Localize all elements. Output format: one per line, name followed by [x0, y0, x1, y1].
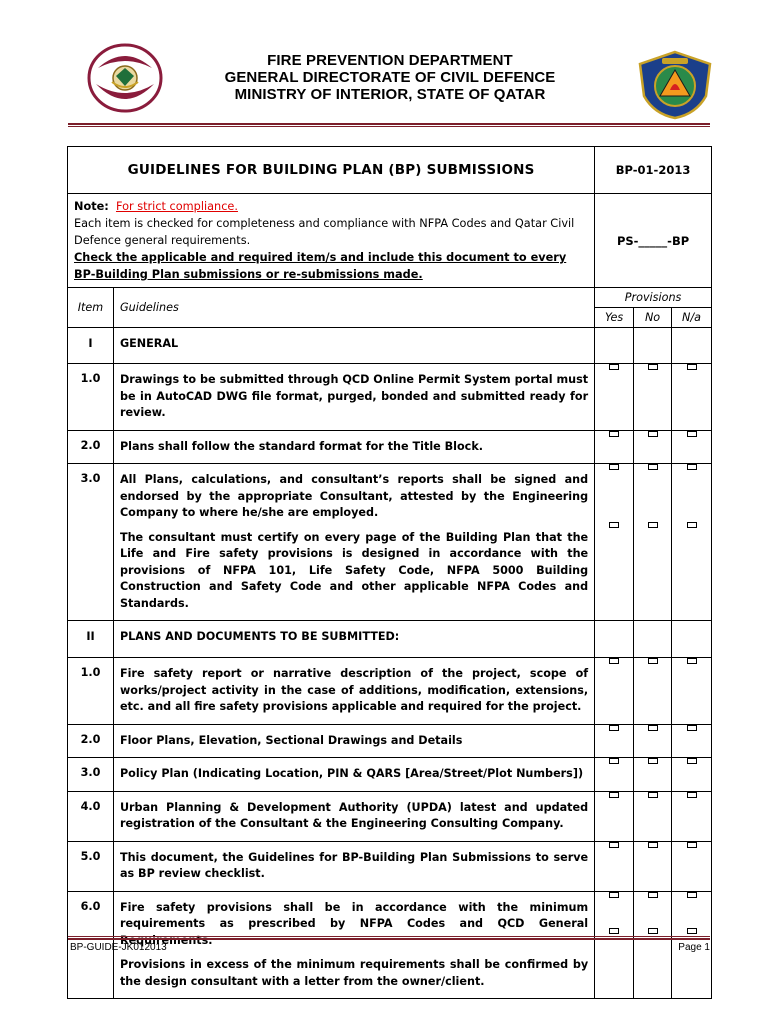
provision-no-cell [634, 791, 672, 841]
guideline-text [113, 430, 594, 464]
guideline-row [68, 464, 712, 621]
column-na-header: N/a [672, 308, 712, 328]
item-number: 1.0 [68, 658, 114, 725]
provision-na-cell [672, 364, 712, 431]
provision-yes-cell [595, 758, 634, 792]
guideline-paragraph: Plans shall follow the standard format for the Title Block. [119, 439, 484, 453]
provision-na-checkbox[interactable] [687, 658, 697, 664]
guideline-paragraph: Provisions in excess of the minimum requirements shall be confirmed by the design consultant with a letter from the owner/client. [119, 958, 589, 988]
ps-number-field[interactable]: PS-_____-BP [595, 194, 712, 288]
provision-yes-checkbox[interactable] [609, 758, 619, 764]
guideline-text [113, 364, 594, 431]
guideline-text [113, 464, 594, 621]
provision-yes-checkbox[interactable] [609, 792, 619, 798]
compliance-note: For strict compliance. [115, 200, 238, 213]
guideline-text [113, 658, 594, 725]
guideline-row [68, 724, 712, 758]
provision-na-checkbox[interactable] [687, 758, 697, 764]
section-row [68, 328, 712, 364]
provision-yes-checkbox[interactable] [609, 464, 619, 470]
section-provision-cell [634, 621, 672, 658]
section-row [68, 621, 712, 658]
note-text: Each item is checked for completeness and compliance with NFPA Codes and Qatar Civil Defence general requirements. [74, 217, 575, 247]
provision-yes-checkbox[interactable] [609, 658, 619, 664]
guideline-paragraph: Urban Planning & Development Authority (UPDA) latest and updated registration of the Consultant & the Engineering Consulting Company. [119, 800, 589, 830]
section-title: PLANS AND DOCUMENTS TO BE SUBMITTED: [113, 621, 594, 658]
guideline-text [113, 724, 594, 758]
column-yes-header: Yes [595, 308, 634, 328]
page-header [0, 0, 768, 120]
provision-no-cell [634, 658, 672, 725]
guideline-paragraph: Floor Plans, Elevation, Sectional Drawings and Details [119, 733, 463, 747]
provision-yes-checkbox[interactable] [609, 522, 619, 528]
provision-yes-cell [595, 841, 634, 891]
provision-no-checkbox[interactable] [648, 522, 658, 528]
section-provision-cell [672, 621, 712, 658]
guideline-paragraph: Fire safety provisions shall be in accordance with the minimum requirements as prescribed by NFPA Codes and QCD General Requirements. [119, 900, 589, 947]
item-number: 4.0 [68, 791, 114, 841]
item-number: 5.0 [68, 841, 114, 891]
provision-no-checkbox[interactable] [648, 658, 658, 664]
title-row [68, 147, 712, 194]
guideline-row [68, 758, 712, 792]
provision-yes-checkbox[interactable] [609, 892, 619, 898]
heading-line-3: MINISTRY OF INTERIOR, STATE OF QATAR [234, 86, 546, 103]
guideline-row [68, 791, 712, 841]
item-number: 6.0 [68, 891, 114, 999]
guideline-row [68, 364, 712, 431]
provision-no-cell [634, 464, 672, 621]
guideline-paragraph: Fire safety report or narrative description of the project, scope of works/project activity in the case of additions, modification, extensions, etc. and all fire safety provisions applicable and required for the project. [119, 667, 589, 713]
provision-na-cell [672, 758, 712, 792]
column-header-row [68, 288, 712, 308]
department-heading [180, 52, 600, 103]
sections-body [68, 328, 712, 999]
heading-line-2: GENERAL DIRECTORATE OF CIVIL DEFENCE [224, 69, 556, 86]
provision-yes-cell [595, 464, 634, 621]
provision-na-cell [672, 430, 712, 464]
provision-no-checkbox[interactable] [648, 892, 658, 898]
item-number: 2.0 [68, 430, 114, 464]
note-row [68, 194, 712, 288]
guideline-text [113, 791, 594, 841]
provision-yes-checkbox[interactable] [609, 364, 619, 370]
note-block [68, 194, 595, 288]
provision-na-checkbox[interactable] [687, 928, 697, 934]
section-number: I [68, 328, 114, 364]
page-number: Page 1 [678, 942, 710, 953]
provision-no-checkbox[interactable] [648, 464, 658, 470]
provision-na-cell [672, 841, 712, 891]
item-number: 3.0 [68, 464, 114, 621]
provision-yes-cell [595, 791, 634, 841]
column-provisions-header: Provisions [595, 288, 712, 308]
provision-no-checkbox[interactable] [648, 792, 658, 798]
provision-na-checkbox[interactable] [687, 892, 697, 898]
provision-na-checkbox[interactable] [687, 725, 697, 731]
guideline-paragraph: This document, the Guidelines for BP-Building Plan Submissions to serve as BP review checklist. [119, 850, 589, 880]
item-number: 1.0 [68, 364, 114, 431]
guideline-paragraph: Policy Plan (Indicating Location, PIN & QARS [Area/Street/Plot Numbers]) [119, 767, 584, 780]
guideline-text [113, 891, 594, 999]
section-provision-cell [595, 621, 634, 658]
heading-line-1: FIRE PREVENTION DEPARTMENT [267, 52, 513, 69]
note-label: Note: [74, 200, 109, 213]
provision-na-cell [672, 724, 712, 758]
provision-na-checkbox[interactable] [687, 364, 697, 370]
document-id: BP-GUIDE-JK012013 [70, 942, 167, 953]
provision-no-checkbox[interactable] [648, 725, 658, 731]
column-no-header: No [634, 308, 672, 328]
provision-no-checkbox[interactable] [648, 431, 658, 437]
provision-no-checkbox[interactable] [648, 842, 658, 848]
provision-no-cell [634, 430, 672, 464]
section-number: II [68, 621, 114, 658]
note-instruction: Check the applicable and required item/s and include this document to every BP-Building Plan submissions or re-submissions made. [74, 251, 567, 281]
provision-no-cell [634, 724, 672, 758]
provision-na-checkbox[interactable] [687, 464, 697, 470]
provision-no-checkbox[interactable] [648, 758, 658, 764]
section-provision-cell [634, 328, 672, 364]
qatar-emblem-logo [86, 42, 164, 114]
guideline-paragraph: All Plans, calculations, and consultant’s reports shall be signed and endorsed by the appropriate Consultant, attested by the Engineering Company to where he/she are employed. [119, 473, 589, 519]
guidelines-table [67, 146, 712, 999]
provision-yes-checkbox[interactable] [609, 431, 619, 437]
provision-na-cell [672, 658, 712, 725]
guideline-row [68, 658, 712, 725]
guideline-row [68, 430, 712, 464]
form-code: BP-01-2013 [595, 147, 712, 194]
guideline-paragraph: The consultant must certify on every page of the Building Plan that the Life and Fire safety provisions is designed in accordance with the provisions of NFPA 101, Life Safety Code, NFPA 5000 Building Construction and Safety Code and other applicable NFPA Codes and Standards. [119, 530, 589, 610]
provision-yes-checkbox[interactable] [609, 725, 619, 731]
section-provision-cell [595, 328, 634, 364]
provision-na-checkbox[interactable] [687, 522, 697, 528]
provision-na-cell [672, 791, 712, 841]
section-provision-cell [672, 328, 712, 364]
civil-defence-emblem-logo [636, 50, 714, 120]
footer-rule [68, 936, 710, 940]
provision-no-cell [634, 758, 672, 792]
provision-na-cell [672, 464, 712, 621]
guideline-paragraph: Drawings to be submitted through QCD Online Permit System portal must be in AutoCAD DWG file format, purged, bonded and submitted ready for review. [119, 373, 589, 419]
provision-yes-cell [595, 658, 634, 725]
provision-no-checkbox[interactable] [648, 364, 658, 370]
guideline-text [113, 841, 594, 891]
provision-no-cell [634, 364, 672, 431]
provision-yes-checkbox[interactable] [609, 928, 619, 934]
item-number: 2.0 [68, 724, 114, 758]
provision-no-cell [634, 841, 672, 891]
provision-yes-cell [595, 724, 634, 758]
column-item-header: Item [68, 288, 114, 328]
provision-yes-cell [595, 364, 634, 431]
provision-no-checkbox[interactable] [648, 928, 658, 934]
provision-na-checkbox[interactable] [687, 842, 697, 848]
item-number: 3.0 [68, 758, 114, 792]
guideline-row [68, 841, 712, 891]
section-title: GENERAL [113, 328, 594, 364]
provision-yes-checkbox[interactable] [609, 842, 619, 848]
provision-yes-cell [595, 430, 634, 464]
header-rule [68, 123, 710, 127]
provision-na-checkbox[interactable] [687, 792, 697, 798]
provision-na-checkbox[interactable] [687, 431, 697, 437]
guideline-text [113, 758, 594, 792]
column-guidelines-header: Guidelines [113, 288, 594, 328]
form-title: GUIDELINES FOR BUILDING PLAN (BP) SUBMISSIONS [68, 147, 595, 194]
